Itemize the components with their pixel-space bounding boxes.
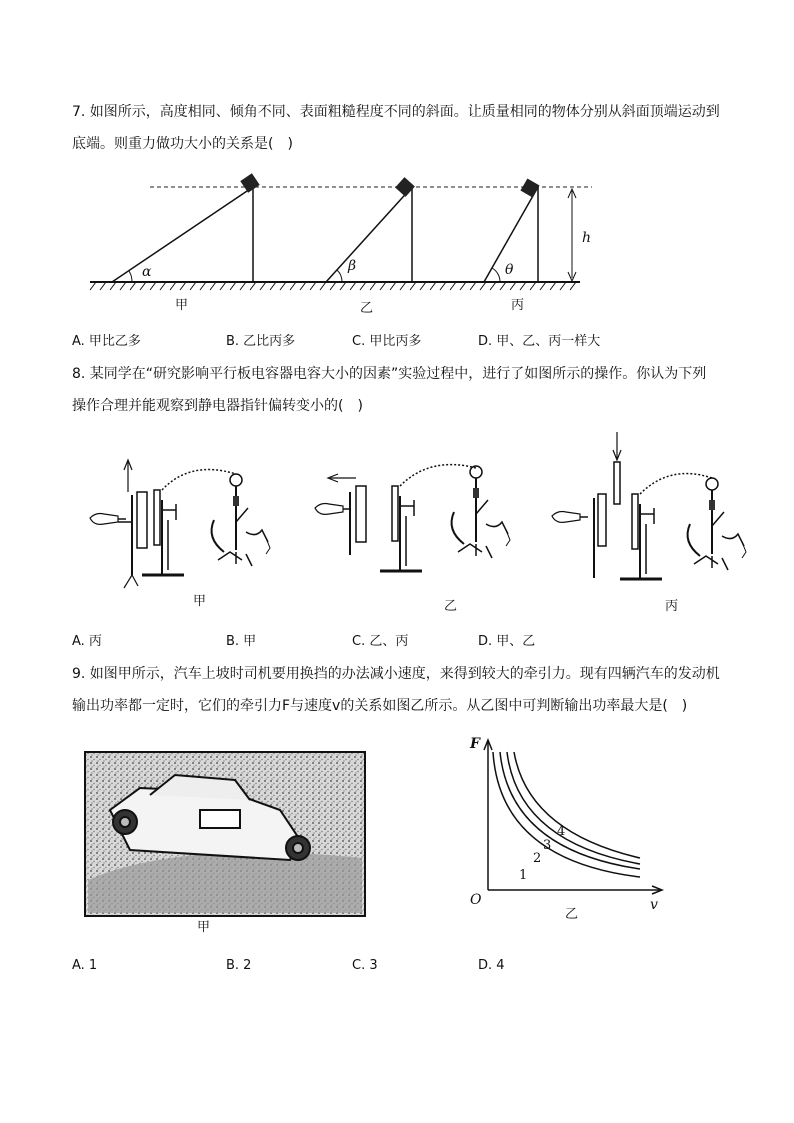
curve-1: [493, 752, 640, 877]
q8-caption-jia: 甲: [193, 594, 207, 609]
q9-stem-line2: 输出功率都一定时，它们的牵引力F与速度v的关系如图乙所示。从乙图中可判断输出功率最大是( ): [72, 698, 688, 714]
q8-caption-bing: 丙: [665, 599, 679, 614]
q8-option-c[interactable]: C. 乙、丙: [352, 634, 409, 649]
q9-option-b[interactable]: B. 2: [226, 958, 252, 973]
q9-option-a[interactable]: A. 1: [72, 958, 98, 973]
q9-stem-line1: 9. 如图甲所示，汽车上坡时司机要用换挡的办法减小速度，来得到较大的牵引力。现有四辆汽车的发动机: [72, 666, 720, 682]
q8-option-d[interactable]: D. 甲、乙: [478, 634, 536, 649]
q9-photo-caption: 甲: [197, 920, 211, 935]
graph-x-label: v: [650, 897, 658, 913]
graph-caption: 乙: [565, 907, 579, 922]
q8-caption-yi: 乙: [444, 599, 458, 614]
q7-option-b[interactable]: B. 乙比丙多: [226, 334, 296, 349]
curve-2: [500, 752, 640, 869]
curve-label-1: 1: [519, 868, 528, 883]
q7-caption-bing: 丙: [511, 298, 525, 313]
q7-caption-jia: 甲: [175, 298, 189, 313]
curve-label-2: 2: [533, 851, 542, 866]
q7-caption-yi: 乙: [360, 301, 374, 316]
q7-stem-line1: 7. 如图所示，高度相同、倾角不同、表面粗糙程度不同的斜面。让质量相同的物体分别从斜面顶端运动到: [72, 104, 720, 120]
q7-option-d[interactable]: D. 甲、乙、丙一样大: [478, 334, 601, 349]
height-h-label: h: [582, 230, 592, 246]
offroad-car-photo: [85, 752, 365, 916]
angle-theta-label: θ: [505, 262, 514, 278]
force-velocity-graph: [484, 740, 662, 894]
q7-option-a[interactable]: A. 甲比乙多: [72, 334, 141, 349]
q7-stem-line2: 底端。则重力做功大小的关系是( ): [72, 136, 293, 152]
graph-y-label: F: [470, 736, 480, 752]
q7-option-c[interactable]: C. 甲比丙多: [352, 334, 422, 349]
angle-alpha-label: α: [142, 264, 152, 280]
q8-option-a[interactable]: A. 丙: [72, 634, 102, 649]
q9-option-c[interactable]: C. 3: [352, 958, 378, 973]
curve-label-4: 4: [557, 824, 566, 839]
curve-3: [507, 752, 640, 864]
angle-beta-label: β: [348, 258, 357, 274]
q8-stem-line1: 8. 某同学在“研究影响平行板电容器电容大小的因素”实验过程中，进行了如图所示的操作。你认为下列: [72, 366, 707, 382]
graph-origin-label: O: [470, 892, 482, 908]
q8-stem-line2: 操作合理并能观察到静电器指针偏转变小的( ): [72, 398, 363, 414]
q9-option-d[interactable]: D. 4: [478, 958, 505, 973]
curve-label-3: 3: [543, 838, 552, 853]
q8-option-b[interactable]: B. 甲: [226, 634, 257, 649]
curve-4: [514, 752, 640, 858]
